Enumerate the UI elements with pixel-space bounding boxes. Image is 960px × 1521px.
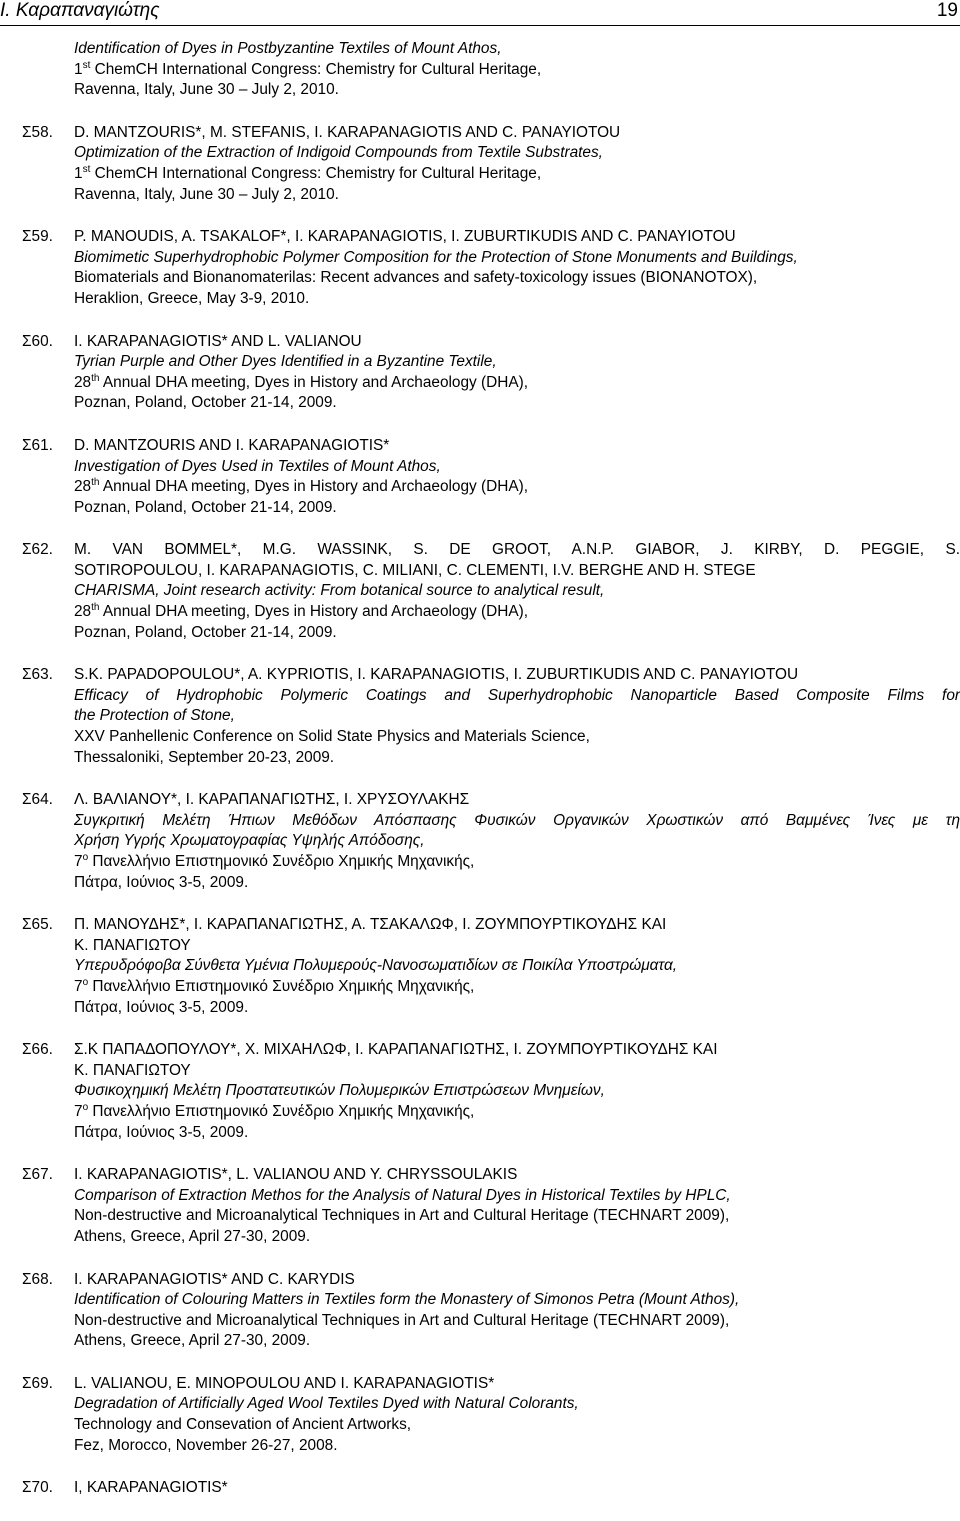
entry-authors: P. MANOUDIS, A. TSAKALOF*, I. KARAPANAGIOTIS, I. ZUBURTIKUDIS AND C. PANAYIOTOU xyxy=(74,228,736,246)
entry-body xyxy=(74,790,960,893)
entry-title: Φυσικοχημική Μελέτη Προστατευτικών Πολυμερικών Επιστρώσεων Μνημείων, xyxy=(74,1082,605,1100)
publication-entry xyxy=(0,1478,960,1499)
entry-body xyxy=(74,123,960,205)
entry-venue: 28th Annual DHA meeting, Dyes in History and Archaeology (DHA), xyxy=(74,372,529,391)
publication-entry xyxy=(0,39,960,101)
entry-number: Σ58. xyxy=(22,123,53,141)
entry-title: Identification of Colouring Matters in Textiles form the Monastery of Simonos Petra (Mount Athos), xyxy=(74,1291,740,1309)
entry-number: Σ68. xyxy=(22,1270,53,1288)
publication-entry xyxy=(0,1040,960,1143)
entry-number: Σ65. xyxy=(22,916,53,934)
entry-authors: Σ.Κ ΠΑΠΑΔΟΠΟΥΛΟΥ*, Χ. ΜΙΧΑΗΛΩΦ, Ι. ΚΑΡΑΠΑΝΑΓΙΩΤΗΣ, Ι. ΖΟΥΜΠΟΥΡΤΙΚΟΥΔΗΣ ΚΑΙ xyxy=(74,1041,718,1059)
entry-authors: I. KARAPANAGIOTIS* AND L. VALIANOU xyxy=(74,332,362,350)
entry-venue: Technology and Consevation of Ancient Artworks, xyxy=(74,1416,412,1434)
publication-entry xyxy=(0,790,960,893)
header-rule xyxy=(0,25,960,26)
publication-entry xyxy=(0,123,960,205)
entry-place-date: Fez, Morocco, November 26-27, 2008. xyxy=(74,1436,338,1454)
entry-number: Σ59. xyxy=(22,228,53,246)
entry-authors: D. MANTZOURIS AND I. KARAPANAGIOTIS* xyxy=(74,436,390,454)
publication-entry xyxy=(0,227,960,309)
entry-venue: 28th Annual DHA meeting, Dyes in History and Archaeology (DHA), xyxy=(74,602,529,621)
entry-body xyxy=(74,915,960,1018)
entry-venue: XXV Panhellenic Conference on Solid State Physics and Materials Science, xyxy=(74,728,590,746)
entry-venue: 1st ChemCH International Congress: Chemistry for Cultural Heritage, xyxy=(74,163,542,182)
publication-entry xyxy=(0,540,960,643)
entry-authors: M. VAN BOMMEL*, M.G. WASSINK, S. DE GROOT, A.N.P. GIABOR, J. KIRBY, D. PEGGIE, S. xyxy=(74,541,960,559)
entry-authors: I. KARAPANAGIOTIS*, L. VALIANOU AND Y. CHRYSSOULAKIS xyxy=(74,1166,518,1184)
entry-body xyxy=(74,540,960,643)
publication-entry xyxy=(0,915,960,1018)
running-head-author: Ι. Καραπαναγιώτης xyxy=(0,0,160,21)
publication-entry xyxy=(0,1270,960,1352)
entry-title: Efficacy of Hydrophobic Polymeric Coatings and Superhydrophobic Nanoparticle Based Composite Films for xyxy=(74,686,960,704)
entry-title-continued: the Protection of Stone, xyxy=(74,707,235,725)
entry-body xyxy=(74,665,960,768)
entry-authors: D. MANTZOURIS*, M. STEFANIS, I. KARAPANAGIOTIS AND C. PANAYIOTOU xyxy=(74,123,621,141)
entry-body xyxy=(74,1165,960,1247)
entry-title: Optimization of the Extraction of Indigoid Compounds from Textile Substrates, xyxy=(74,144,603,162)
entry-body xyxy=(74,332,960,414)
entry-place-date: Poznan, Poland, October 21-14, 2009. xyxy=(74,623,337,641)
entry-title: Identification of Dyes in Postbyzantine Textiles of Mount Athos, xyxy=(74,40,502,57)
entry-place-date: Heraklion, Greece, May 3-9, 2010. xyxy=(74,289,310,307)
entry-body xyxy=(74,1478,960,1499)
page-header xyxy=(0,0,960,26)
entry-venue: 28th Annual DHA meeting, Dyes in History and Archaeology (DHA), xyxy=(74,477,529,496)
entry-body xyxy=(74,39,960,101)
entry-authors: Π. ΜΑΝΟΥΔΗΣ*, Ι. ΚΑΡΑΠΑΝΑΓΙΩΤΗΣ, Α. ΤΣΑΚΑΛΩΦ, Ι. ΖΟΥΜΠΟΥΡΤΙΚΟΥΔΗΣ ΚΑΙ xyxy=(74,916,667,934)
publication-entry xyxy=(0,1165,960,1247)
publication-entry xyxy=(0,436,960,518)
entry-title: Investigation of Dyes Used in Textiles of Mount Athos, xyxy=(74,457,441,475)
entry-authors: Λ. ΒΑΛΙΑΝΟΥ*, Ι. ΚΑΡΑΠΑΝΑΓΙΩΤΗΣ, Ι. ΧΡΥΣΟΥΛΑΚΗΣ xyxy=(74,791,470,809)
entry-number: Σ70. xyxy=(22,1479,53,1497)
entry-place-date: Ravenna, Italy, June 30 – July 2, 2010. xyxy=(74,81,339,99)
entry-venue: Non-destructive and Microanalytical Techniques in Art and Cultural Heritage (TECHNART 2009), xyxy=(74,1207,730,1225)
entry-body xyxy=(74,1374,960,1456)
entry-number: Σ63. xyxy=(22,666,53,684)
entry-place-date: Πάτρα, Ιούνιος 3-5, 2009. xyxy=(74,1123,249,1141)
entry-venue: Non-destructive and Microanalytical Techniques in Art and Cultural Heritage (TECHNART 2009), xyxy=(74,1311,730,1329)
entry-number: Σ69. xyxy=(22,1374,53,1392)
entry-body xyxy=(74,436,960,518)
entry-authors-continued: Κ. ΠΑΝΑΓΙΩΤΟΥ xyxy=(74,936,191,954)
entry-venue: Biomaterials and Bionanomaterilas: Recent advances and safety-toxicology issues (BIONANOTOX), xyxy=(74,269,758,287)
entry-place-date: Thessaloniki, September 20-23, 2009. xyxy=(74,748,335,766)
entry-title: Tyrian Purple and Other Dyes Identified in a Byzantine Textile, xyxy=(74,353,497,371)
entry-number: Σ62. xyxy=(22,541,53,559)
entry-authors-continued: Κ. ΠΑΝΑΓΙΩΤΟΥ xyxy=(74,1061,191,1079)
entry-title-continued: Χρήση Υγρής Χρωματογραφίας Υψηλής Απόδοσης, xyxy=(74,832,425,850)
entry-authors: I. KARAPANAGIOTIS* AND C. KARYDIS xyxy=(74,1270,355,1288)
entry-title: Συγκριτική Μελέτη Ήπιων Μεθόδων Απόσπασης Φυσικών Οργανικών Χρωστικών από Βαμμένες Ίνες με τη xyxy=(74,811,960,829)
entry-venue: 1st ChemCH International Congress: Chemistry for Cultural Heritage, xyxy=(74,59,542,78)
entry-venue: $7^o$ Πανελλήνιο Επιστημονικό Συνέδριο Χημικής Μηχανικής, xyxy=(74,1101,475,1120)
entry-venue: $7^o$ Πανελλήνιο Επιστημονικό Συνέδριο Χημικής Μηχανικής, xyxy=(74,976,475,995)
publication-entry xyxy=(0,332,960,414)
entry-number: Σ67. xyxy=(22,1166,53,1184)
entry-number: Σ64. xyxy=(22,791,53,809)
entry-place-date: Poznan, Poland, October 21-14, 2009. xyxy=(74,498,337,516)
entry-title: Υπερυδρόφοβα Σύνθετα Υμένια Πολυμερούς-Νανοσωματιδίων σε Ποικίλα Υποστρώματα, xyxy=(74,957,678,975)
entry-title: CHARISMA, Joint research activity: From botanical source to analytical result, xyxy=(74,582,605,600)
entry-title: Comparison of Extraction Methos for the Analysis of Natural Dyes in Historical Textiles by HPLC, xyxy=(74,1186,731,1204)
entry-place-date: Πάτρα, Ιούνιος 3-5, 2009. xyxy=(74,873,249,891)
publication-list xyxy=(0,39,960,1521)
entry-authors: I, KARAPANAGIOTIS* xyxy=(74,1479,228,1497)
entry-authors-continued: SOTIROPOULOU, I. KARAPANAGIOTIS, C. MILIANI, C. CLEMENTI, I.V. BERGHE AND H. STEGE xyxy=(74,561,756,579)
entry-place-date: Athens, Greece, April 27-30, 2009. xyxy=(74,1332,311,1350)
entry-place-date: Πάτρα, Ιούνιος 3-5, 2009. xyxy=(74,998,249,1016)
entry-number: Σ60. xyxy=(22,332,53,350)
publication-entry xyxy=(0,665,960,768)
entry-number: Σ61. xyxy=(22,436,53,454)
entry-body xyxy=(74,1270,960,1352)
entry-place-date: Athens, Greece, April 27-30, 2009. xyxy=(74,1227,311,1245)
entry-number: Σ66. xyxy=(22,1041,53,1059)
page-number: 19 xyxy=(936,0,958,21)
entry-title: Degradation of Artificially Aged Wool Textiles Dyed with Natural Colorants, xyxy=(74,1395,579,1413)
publication-entry xyxy=(0,1374,960,1456)
entry-authors: L. VALIANOU, E. MINOPOULOU AND I. KARAPANAGIOTIS* xyxy=(74,1374,495,1392)
entry-authors: S.K. PAPADOPOULOU*, A. KYPRIOTIS, I. KARAPANAGIOTIS, I. ZUBURTIKUDIS AND C. PANAYIOTOU xyxy=(74,666,799,684)
entry-place-date: Ravenna, Italy, June 30 – July 2, 2010. xyxy=(74,185,339,203)
entry-venue: $7^o$ Πανελλήνιο Επιστημονικό Συνέδριο Χημικής Μηχανικής, xyxy=(74,852,475,870)
entry-title: Biomimetic Superhydrophobic Polymer Composition for the Protection of Stone Monuments and Buildings, xyxy=(74,248,798,266)
entry-place-date: Poznan, Poland, October 21-14, 2009. xyxy=(74,394,337,412)
entry-body xyxy=(74,1040,960,1143)
entry-body xyxy=(74,227,960,309)
